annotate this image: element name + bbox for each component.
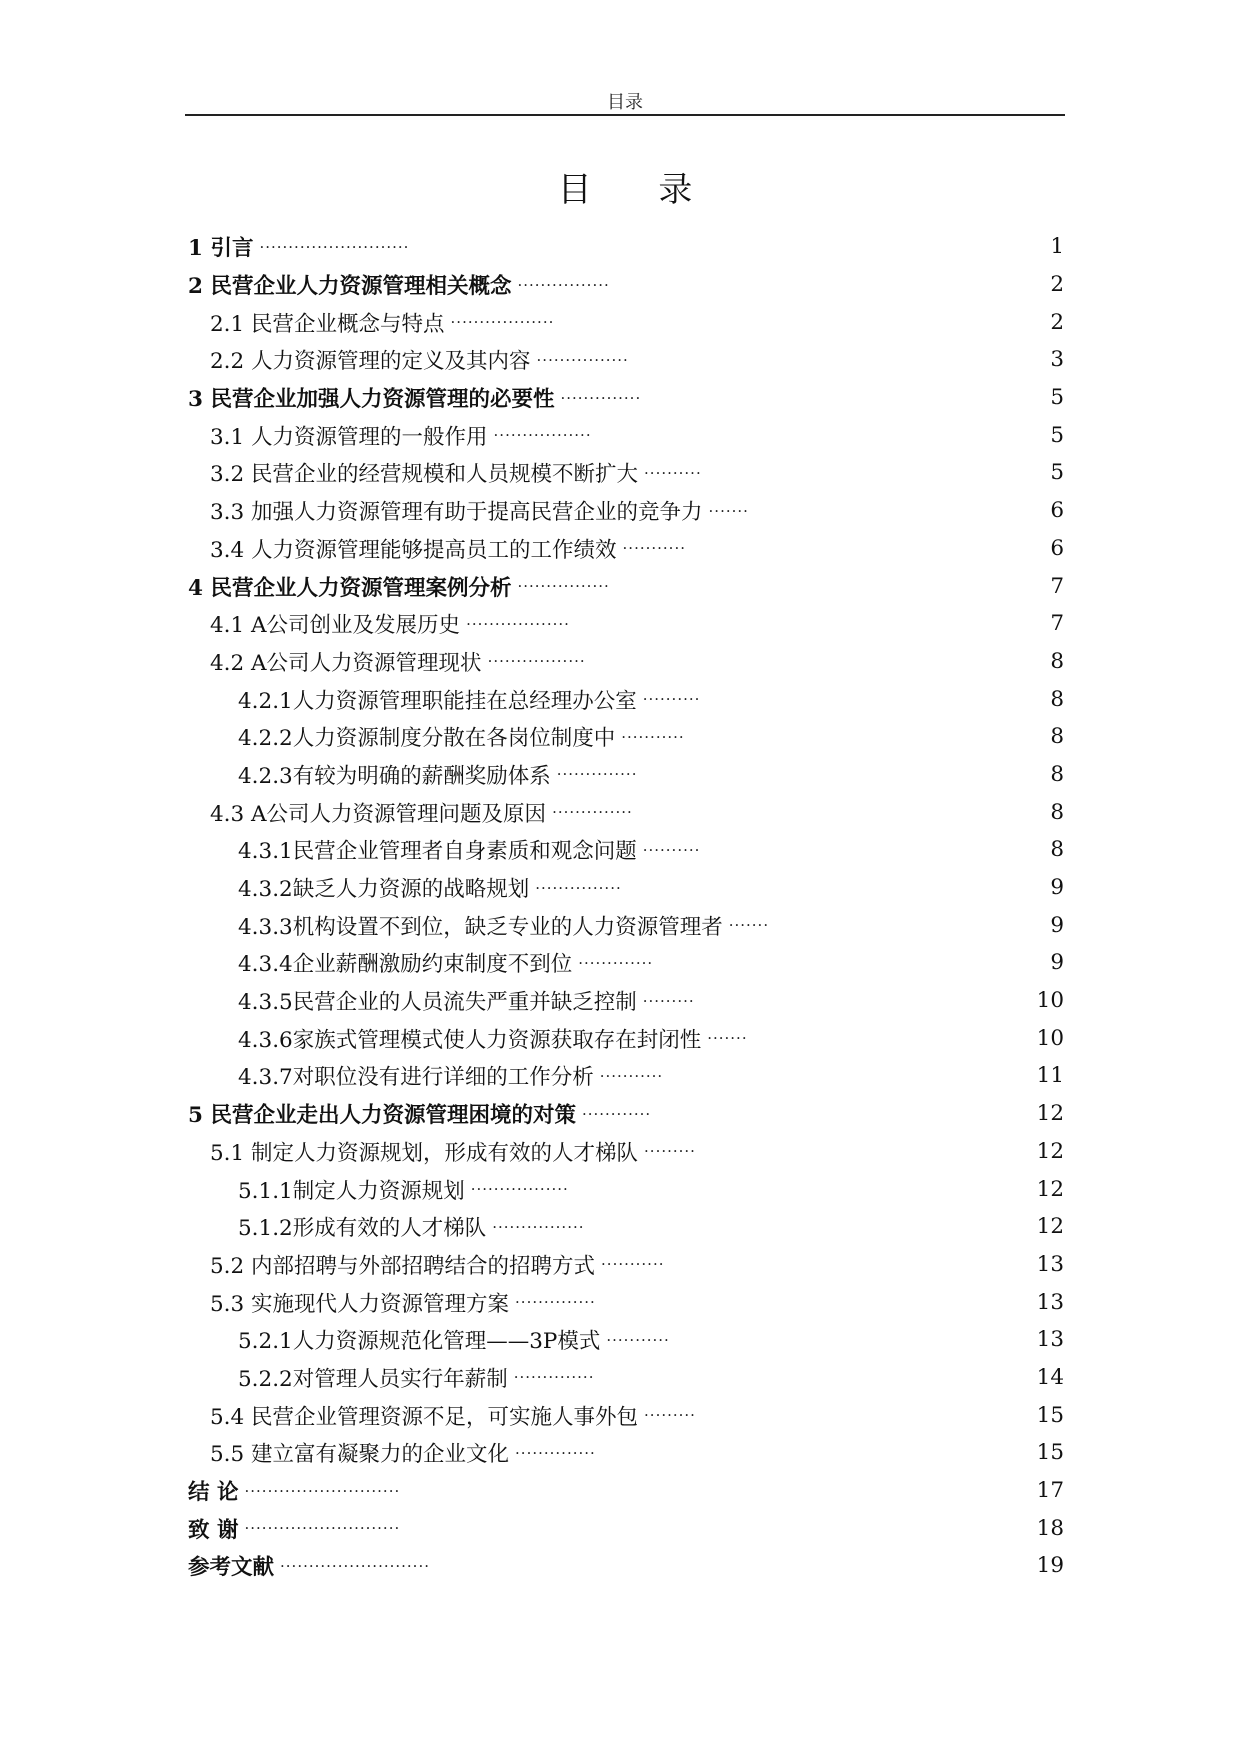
- toc-entry-label: 5 民营企业走出人力资源管理困境的对策: [188, 1103, 576, 1129]
- toc-page-number: 10: [1036, 1025, 1064, 1051]
- toc-page-number: 17: [1036, 1478, 1064, 1504]
- toc-leader-dots: ···········: [601, 1255, 665, 1274]
- toc-leader-dots: ·······: [728, 916, 770, 935]
- toc-page-number: 1: [1050, 234, 1064, 260]
- toc-page-number: 8: [1050, 648, 1064, 674]
- toc-page-number: 12: [1036, 1214, 1064, 1240]
- toc-page-number: 8: [1050, 724, 1064, 750]
- toc-page-number: 7: [1050, 573, 1064, 599]
- toc-leader-dots: ·················: [493, 426, 592, 445]
- toc-leader-dots: ················: [517, 577, 610, 596]
- toc-page-number: 12: [1036, 1138, 1064, 1164]
- toc-leader-dots: ··············: [515, 1293, 596, 1312]
- toc-entry-label: 4.1 A公司创业及发展历史: [210, 613, 461, 639]
- toc-page-number: 2: [1050, 272, 1064, 298]
- toc-entry[interactable]: [188, 379, 1064, 417]
- toc-leader-dots: ················: [492, 1217, 585, 1236]
- toc-entry-label: 2 民营企业人力资源管理相关概念: [188, 274, 512, 300]
- toc-entry-label: 3.2 民营企业的经营规模和人员规模不断扩大: [210, 462, 639, 488]
- toc-leader-dots: ···············: [535, 878, 622, 897]
- toc-page-number: 14: [1036, 1364, 1064, 1390]
- toc-leader-dots: ·················: [470, 1180, 569, 1199]
- toc-page-number: 9: [1050, 912, 1064, 938]
- running-header: 目录: [607, 92, 643, 113]
- toc-page-number: 10: [1036, 988, 1064, 1014]
- toc-entry[interactable]: [188, 416, 1064, 454]
- toc-page-number: 5: [1050, 422, 1064, 448]
- toc-leader-dots: ··············: [515, 1443, 596, 1462]
- toc-page-number: 9: [1050, 950, 1064, 976]
- toc-page-number: 11: [1036, 1063, 1064, 1089]
- toc-entry[interactable]: [188, 303, 1064, 341]
- toc-entry-label: 5.2 内部招聘与外部招聘结合的招聘方式: [210, 1253, 596, 1279]
- toc-leader-dots: ·········: [644, 1406, 696, 1425]
- toc-entry-label: 4 民营企业人力资源管理案例分析: [188, 575, 512, 601]
- toc-page-number: 12: [1036, 1101, 1064, 1127]
- toc-entry-label: 4.2 A公司人力资源管理现状: [210, 650, 482, 676]
- toc-page-number: 8: [1050, 799, 1064, 825]
- toc-page-number: 6: [1050, 498, 1064, 524]
- toc-entry[interactable]: [188, 643, 1064, 681]
- toc-entry-label: 5.1.2形成有效的人才梯队: [238, 1216, 487, 1242]
- toc-leader-dots: ··········: [642, 840, 701, 859]
- toc-page-number: 5: [1050, 460, 1064, 486]
- toc-entry-label: 结 论: [188, 1480, 239, 1506]
- toc-entry-label: 3.3 加强人力资源管理有助于提高民营企业的竞争力: [210, 500, 703, 526]
- toc-entry[interactable]: [188, 793, 1064, 831]
- toc-leader-dots: ··············: [552, 803, 633, 822]
- toc-leader-dots: ···········: [599, 1066, 664, 1085]
- toc-leader-dots: ··········: [642, 690, 701, 709]
- toc-entry-label: 致 谢: [188, 1517, 239, 1543]
- toc-entry-label: 4.3.4企业薪酬激励约束制度不到位: [238, 952, 573, 978]
- toc-page-number: 15: [1036, 1440, 1064, 1466]
- toc-entry[interactable]: [188, 1359, 1064, 1397]
- toc-entry[interactable]: [188, 982, 1064, 1020]
- toc-entry-label: 4.2.1人力资源管理职能挂在总经理办公室: [238, 688, 637, 714]
- toc-page-number: 8: [1050, 686, 1064, 712]
- toc-entry[interactable]: [188, 944, 1064, 982]
- toc-entry[interactable]: [188, 1472, 1064, 1510]
- toc-entry[interactable]: [188, 906, 1064, 944]
- toc-entry[interactable]: [188, 756, 1064, 794]
- toc-entry[interactable]: [188, 869, 1064, 907]
- header-rule: [185, 114, 1065, 116]
- toc-entry[interactable]: [188, 1509, 1064, 1547]
- toc-entry-label: 3 民营企业加强人力资源管理的必要性: [188, 387, 555, 413]
- toc-page-number: 13: [1036, 1289, 1064, 1315]
- toc-entry-label: 4.2.2人力资源制度分散在各岗位制度中: [238, 726, 616, 752]
- toc-leader-dots: ··············: [513, 1368, 595, 1387]
- toc-leader-dots: ·······: [707, 1029, 748, 1048]
- toc-entry[interactable]: [188, 1019, 1064, 1057]
- toc-leader-dots: ·········: [644, 1142, 696, 1161]
- toc-entry-label: 4.3.5民营企业的人员流失严重并缺乏控制: [238, 990, 637, 1016]
- toc-entry[interactable]: [188, 341, 1064, 379]
- toc-entry-label: 4.2.3有较为明确的薪酬奖励体系: [238, 763, 551, 789]
- toc-leader-dots: ·········: [642, 991, 695, 1010]
- toc-entry-label: 5.1 制定人力资源规划，形成有效的人才梯队: [210, 1140, 639, 1166]
- toc-entry-label: 4.3.1民营企业管理者自身素质和观念问题: [238, 839, 637, 865]
- toc-leader-dots: ···························: [244, 1481, 401, 1500]
- toc-leader-dots: ··························: [259, 237, 410, 256]
- toc-page-number: 7: [1050, 611, 1064, 637]
- toc-entry-label: 5.2.2对管理人员实行年薪制: [238, 1366, 508, 1392]
- toc-leader-dots: ·················: [487, 652, 586, 671]
- toc-leader-dots: ··························: [280, 1556, 430, 1575]
- toc-entry[interactable]: [188, 1396, 1064, 1434]
- toc-leader-dots: ···········: [606, 1330, 670, 1349]
- toc-entry-label: 5.2.1人力资源规范化管理——3P模式: [238, 1329, 601, 1355]
- toc-entry-label: 4.3.6家族式管理模式使人力资源获取存在封闭性: [238, 1027, 702, 1053]
- toc-entry[interactable]: [188, 492, 1064, 530]
- toc-entry[interactable]: [188, 1283, 1064, 1321]
- toc-page-number: 13: [1036, 1327, 1064, 1353]
- toc-leader-dots: ·······: [708, 501, 749, 520]
- toc-leader-dots: ··················: [450, 313, 555, 332]
- toc-page-number: 9: [1050, 875, 1064, 901]
- toc-entry-label: 5.1.1制定人力资源规划: [238, 1178, 465, 1204]
- toc-entry[interactable]: [188, 605, 1064, 643]
- toc-entry-label: 3.4 人力资源管理能够提高员工的工作绩效: [210, 537, 617, 563]
- toc-leader-dots: ··············: [556, 765, 638, 784]
- toc-entry-label: 5.5 建立富有凝聚力的企业文化: [210, 1442, 510, 1468]
- toc-leader-dots: ···························: [244, 1519, 401, 1538]
- toc-entry-label: 3.1 人力资源管理的一般作用: [210, 424, 488, 450]
- toc-entry[interactable]: [188, 530, 1064, 568]
- toc-leader-dots: ·············: [578, 953, 654, 972]
- toc-title: 目 录: [557, 170, 721, 210]
- toc-entry[interactable]: [188, 1133, 1064, 1171]
- toc-entry[interactable]: [188, 1246, 1064, 1284]
- toc-entry-label: 2.1 民营企业概念与特点: [210, 311, 445, 337]
- toc-entry[interactable]: [188, 1170, 1064, 1208]
- toc-page-number: 15: [1036, 1402, 1064, 1428]
- toc-page-number: 18: [1036, 1515, 1064, 1541]
- toc-entry[interactable]: [188, 1321, 1064, 1359]
- toc-entry-label: 5.3 实施现代人力资源管理方案: [210, 1291, 510, 1317]
- toc-page-number: 12: [1036, 1176, 1064, 1202]
- toc-entry[interactable]: [188, 1208, 1064, 1246]
- toc-entry[interactable]: [188, 831, 1064, 869]
- toc-leader-dots: ··················: [466, 614, 570, 633]
- toc-entry[interactable]: [188, 1057, 1064, 1095]
- toc-entry[interactable]: [188, 1434, 1064, 1472]
- table-of-contents: [188, 228, 1064, 1585]
- toc-entry-label: 1 引言: [188, 236, 254, 262]
- toc-entry[interactable]: [188, 266, 1064, 304]
- toc-entry-label: 4.3.2缺乏人力资源的战略规划: [238, 877, 530, 903]
- toc-page-number: 13: [1036, 1251, 1064, 1277]
- toc-page-number: 3: [1050, 347, 1064, 373]
- toc-entry[interactable]: [188, 454, 1064, 492]
- toc-leader-dots: ··············: [560, 388, 642, 407]
- toc-entry-label: 4.3.7对职位没有进行详细的工作分析: [238, 1065, 594, 1091]
- toc-entry-label: 4.3 A公司人力资源管理问题及原因: [210, 801, 547, 827]
- toc-page-number: 8: [1050, 837, 1064, 863]
- toc-leader-dots: ················: [517, 275, 610, 294]
- toc-leader-dots: ················: [536, 350, 629, 369]
- toc-leader-dots: ···········: [622, 539, 686, 558]
- toc-leader-dots: ···········: [621, 727, 685, 746]
- toc-entry-label: 2.2 人力资源管理的定义及其内容: [210, 349, 531, 375]
- toc-entry-label: 4.3.3机构设置不到位，缺乏专业的人力资源管理者: [238, 914, 723, 940]
- toc-entry[interactable]: [188, 1547, 1064, 1585]
- toc-entry-label: 参考文献: [188, 1555, 275, 1581]
- toc-leader-dots: ············: [581, 1104, 652, 1123]
- toc-page-number: 5: [1050, 385, 1064, 411]
- toc-entry[interactable]: [188, 228, 1064, 266]
- toc-entry[interactable]: [188, 718, 1064, 756]
- toc-entry[interactable]: [188, 567, 1064, 605]
- toc-entry[interactable]: [188, 680, 1064, 718]
- toc-page-number: 2: [1050, 309, 1064, 335]
- toc-leader-dots: ··········: [644, 463, 702, 482]
- toc-page-number: 6: [1050, 535, 1064, 561]
- toc-entry[interactable]: [188, 1095, 1064, 1133]
- toc-page-number: 19: [1036, 1553, 1064, 1579]
- toc-entry-label: 5.4 民营企业管理资源不足，可实施人事外包: [210, 1404, 639, 1430]
- toc-page-number: 8: [1050, 761, 1064, 787]
